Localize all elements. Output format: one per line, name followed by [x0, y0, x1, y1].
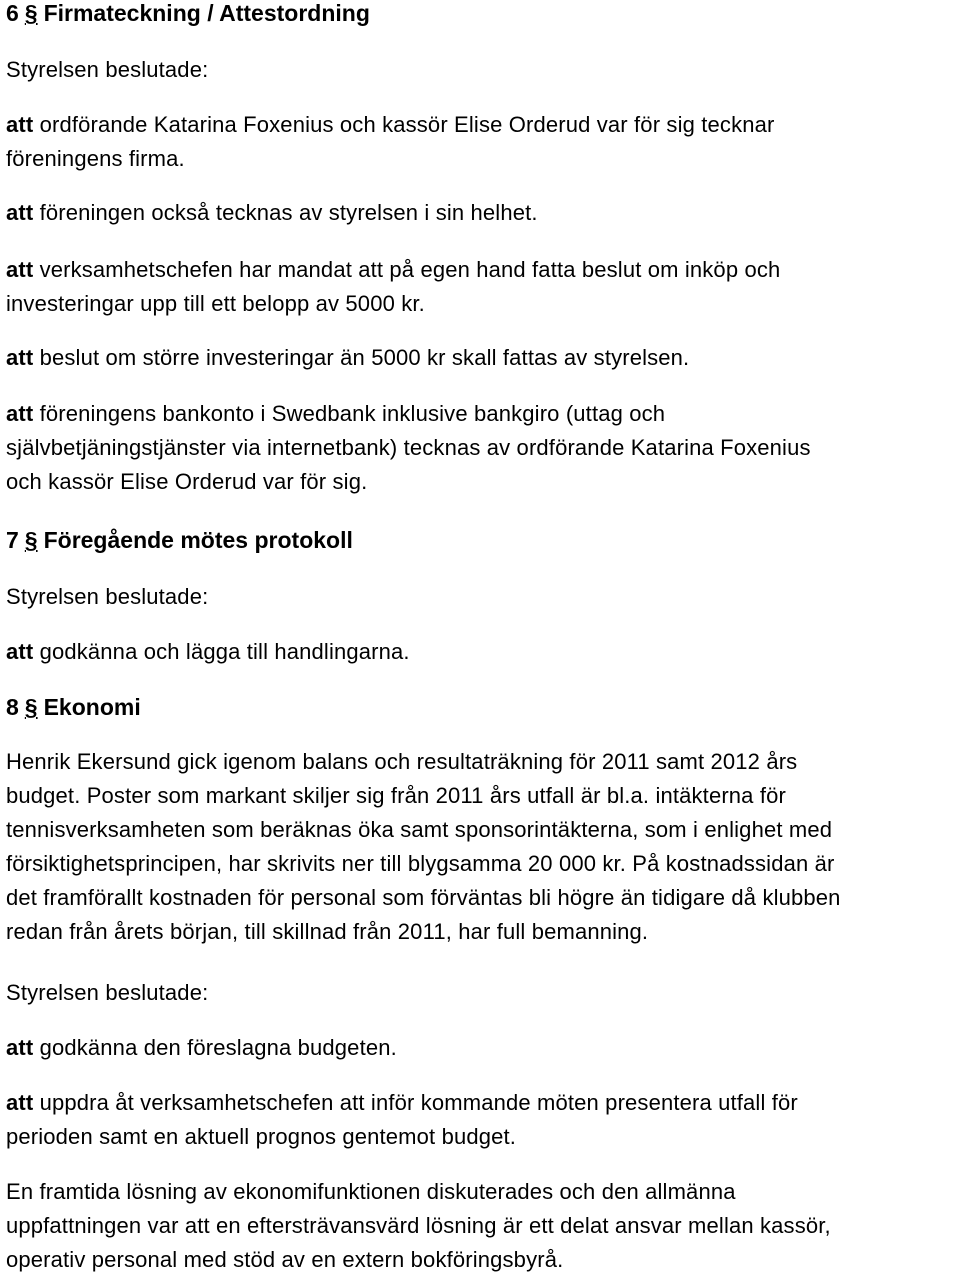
decision-intro: Styrelsen beslutade:: [6, 980, 209, 1005]
decision-keyword: att: [6, 401, 34, 426]
section-heading-7: [6, 527, 353, 554]
decision-line: perioden samt en aktuell prognos gentemot budget.: [6, 1124, 517, 1149]
closing-line: En framtida lösning av ekonomifunktionen diskuterades och den allmänna: [6, 1179, 736, 1204]
decision-keyword: att: [6, 200, 34, 225]
decision-line: och kassör Elise Orderud var för sig.: [6, 469, 368, 494]
decision-line: föreningens firma.: [6, 146, 185, 171]
decision-line: godkänna och lägga till handlingarna.: [39, 639, 410, 664]
body-line: Henrik Ekersund gick igenom balans och resultaträkning för 2011 samt 2012 års: [6, 749, 798, 774]
decision-keyword: att: [6, 639, 34, 664]
body-line: det framförallt kostnaden för personal som förväntas bli högre än tidigare då klubben: [6, 885, 841, 910]
decision-line: ordförande Katarina Foxenius och kassör Elise Orderud var för sig tecknar: [39, 112, 775, 137]
body-line: budget. Poster som markant skiljer sig från 2011 års utfall är bl.a. intäkterna för: [6, 783, 786, 808]
section-mark: §: [24, 527, 38, 553]
section-number: 7: [6, 527, 19, 553]
decision-item: [6, 108, 774, 176]
closing-line: operativ personal med stöd av en extern bokföringsbyrå.: [6, 1247, 564, 1272]
decision-item: [6, 1031, 397, 1065]
section-title: Föregående mötes protokoll: [43, 527, 353, 553]
decision-line: investeringar upp till ett belopp av 5000 kr.: [6, 291, 425, 316]
decision-item: [6, 196, 538, 230]
decision-item: [6, 1086, 798, 1154]
section-heading-8: [6, 694, 141, 721]
section-title: Firmateckning / Attestordning: [43, 0, 370, 26]
decision-item: [6, 341, 689, 375]
decision-intro: Styrelsen beslutade:: [6, 584, 209, 609]
decision-keyword: att: [6, 1090, 34, 1115]
decision-line: beslut om större investeringar än 5000 kr skall fattas av styrelsen.: [39, 345, 690, 370]
body-line: tennisverksamheten som beräknas öka samt sponsorintäkterna, som i enlighet med: [6, 817, 833, 842]
section-mark: §: [24, 0, 38, 26]
closing-line: uppfattningen var att en eftersträvansvärd lösning är ett delat ansvar mellan kassör,: [6, 1213, 831, 1238]
decision-line: föreningen också tecknas av styrelsen i sin helhet.: [39, 200, 538, 225]
section-number: 6: [6, 0, 19, 26]
body-line: redan från årets början, till skillnad från 2011, har full bemanning.: [6, 919, 649, 944]
body-line: försiktighetsprincipen, har skrivits ner till blygsamma 20 000 kr. På kostnadssidan är: [6, 851, 835, 876]
section-number: 8: [6, 694, 19, 720]
closing-paragraph: [6, 1175, 831, 1277]
decision-item: [6, 635, 410, 669]
decision-line: föreningens bankonto i Swedbank inklusive bankgiro (uttag och: [39, 401, 666, 426]
body-paragraph: [6, 745, 841, 949]
decision-item: [6, 253, 780, 321]
decision-keyword: att: [6, 257, 34, 282]
decision-keyword: att: [6, 345, 34, 370]
decision-item: [6, 397, 811, 499]
decision-line: uppdra åt verksamhetschefen att inför kommande möten presentera utfall för: [39, 1090, 798, 1115]
section-mark: §: [24, 694, 38, 720]
section-title: Ekonomi: [43, 694, 141, 720]
decision-keyword: att: [6, 1035, 34, 1060]
decision-keyword: att: [6, 112, 34, 137]
section-heading-6: [6, 0, 370, 27]
decision-line: verksamhetschefen har mandat att på egen hand fatta beslut om inköp och: [39, 257, 781, 282]
decision-intro: Styrelsen beslutade:: [6, 57, 209, 82]
decision-line: självbetjäningstjänster via internetbank) tecknas av ordförande Katarina Foxenius: [6, 435, 811, 460]
decision-line: godkänna den föreslagna budgeten.: [39, 1035, 397, 1060]
